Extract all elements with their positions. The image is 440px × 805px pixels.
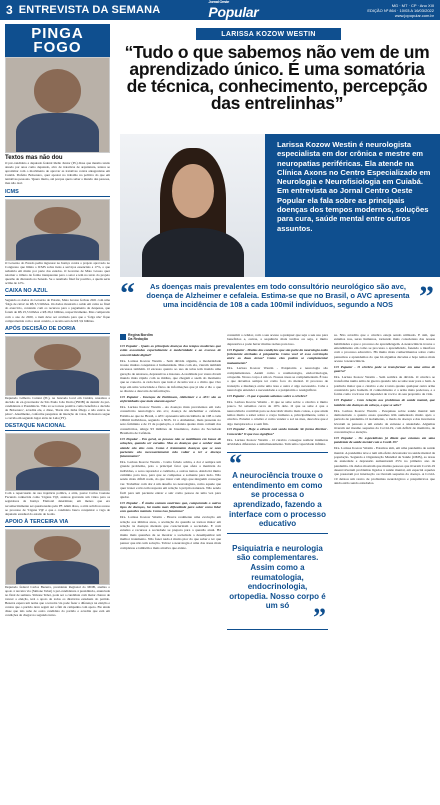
article-column-3	[334, 333, 435, 801]
block-body-destaque: Com a repercussão de sua trajetória política, a atriz, pastor Carlos Caetano Facundo conhecida como 'Cigana Viji', assinou gravando um vídeo para os seguidores da Justiça Eleitoral determinar, em menos que era reconhecidamente ser questionadas pela PF. Além disso, a atriz solicitou acesso ao processo de 'Cigana Viji' e que o candidato busca conquistar a vaga de deputado estadual do estado de Goiás.	[5, 491, 110, 516]
mid-quote-text-2: Psiquiatria e neurologia são complementares. Assim como a reumatologia, endocrinologia, ortopedia. Nosso corpo é um só	[229, 543, 326, 611]
paragraph: Dra. Larissa Kozow Westin - Houve realmente uma evolução em relação aos últimos anos, a aceitação da questão se tornou maior em relação às doenças mentais que caracterizam a sociedade. E com estudos e recursos a sociedade se prepara para a questão atual. Há muito mais questões de se mostrar a sociedade a desempenhar um melhor tratamento. Não fazer nada é muito pior do que saber e ter que pensar que não tem solução. Talvez a neurologia é uma das áreas mais complexas e também a mais atrativa que existe.	[120, 515, 221, 550]
column-2-text	[227, 333, 328, 446]
mid-quote-1	[227, 449, 328, 534]
block-body-apoio: Deputado federal Carlos Bezerra, presidente Regional do MDB, analisa o apoio à terceira via (Simone Tebet) à pré-candidatura à presidência, anunciada no final de semana. Simone Tebet, pode ser a candidata com maior chance de vencer a eleição, terá o apoio de todos os diretórios estaduais do partido. Bezerra espera um nome que a terceira via pode fazer a diferença na eleição e contou que o partido deve seguir até o fim da campanha com apoio. Ele ainda disse que não sabe de outro candidato do partido e acredita que está em condições de chegar no segundo turno.	[5, 584, 110, 618]
politician-photo	[5, 57, 110, 153]
pinga-fogo-title: PINGA FOGO	[5, 24, 110, 57]
paragraph: CO Popular - Com relação aos problemas de saúde mental, que também são doenças da cabeça, o que se sabe?	[334, 398, 435, 407]
photo-torso	[16, 561, 98, 585]
close-quote-icon: ”	[313, 602, 326, 632]
photo-torso	[16, 370, 98, 395]
page-number: 3	[6, 3, 13, 17]
open-quote-icon: “	[120, 277, 135, 310]
doria-photo	[5, 336, 110, 396]
paragraph: CO Popular - O que é quanto sabemos sobre o cérebro?	[227, 393, 308, 398]
interviewee-photo	[120, 134, 265, 277]
mid-quote-text-1: A neurociência trouxe o entendimento em como se processa o aprendizado, fazendo a interface com o processo educativo	[229, 471, 326, 529]
paragraph: Dra. Larissa Kozow Westin - Psiquiatria e neurologia são complementares. Assim como a reumatologia, endocrinologia, ortopedia. Nosso corpo é um só. Nossas áreas se complementam. É isso o que devemos sempre ter como foco do mental. O processo de transição e mudança entre uma área e outra é algo necessário. Cabe a neurologia entender a necessidade e a psiquiatria o ressignificar.	[227, 366, 328, 393]
photo-body	[142, 228, 244, 277]
block-body-icms: O Governo do Estado pediu ingressar na Justiça contra o projeto aprovado no Congresso que limita o ICMS sobre itens e serviços essenciais a 17%, o que reduziria em muito por parte dos estados. O Governo de Mato Grosso quer retomar o tributo de forma transparente para o setor e tem no texto do projeto questão de discussão no Senado. Se o resultado final for positivo, a queda seria acima de 12%.	[5, 260, 110, 286]
edition-line-1: MG · MT · CP · Ano XIII	[391, 2, 434, 8]
block-title-icms: ICMS	[5, 189, 110, 197]
photo-face	[172, 164, 214, 218]
intro-box	[265, 134, 440, 277]
destaque-photo	[5, 433, 110, 491]
photo-torso	[16, 467, 98, 492]
paragraph: CO Popular - O cérebro pode se transformar em uma arma de guerra?	[334, 364, 435, 374]
section-title: ENTREVISTA DA SEMANA	[18, 4, 161, 16]
interviewee-tag: LARISSA KOZOW WESTIN	[196, 28, 341, 40]
paragraph: Dra. Larissa Kozow Westin - Pesquisas sobre saúde mental tem demonstrado o quanto essas questões têm aumentado muito após o período de pandemia. O isolamento, o medo da doença e das incertezas levaram as pessoas a um estado de estresse e ansiedade. Algumas tiveram até mesmo sequelas da Covid-19, com déficit de memória, de concentração e atenção.	[334, 408, 435, 435]
paragraph: CO Popular - É muito comum ouvirmos que, comparando o outros tipos de doenças, há muito mais dificuldade para saber como lidar com questões mentais. Como isso funciona?	[120, 500, 221, 514]
paragraph: Dra. Larissa Kozow Westin - Sem sombra de dúvida. O cérebro se transforma numa arma de guerra quando não se sabe usar para o bem. A potência maior que o cérebro e ele é tanto quanto qualquer outra arma construída pelo homem. O conhecimento é a arma mais poderosa, e a forma como você usa vai depender de você e do seu propósito de vida.	[334, 375, 435, 397]
block-title-apoio: APOIO À TERCEIRA VIA	[5, 519, 110, 527]
paragraph: Dra. Larissa Kozow Westin - Como falado acima, a dor é sempre um grande problema, pois o principal fator que afeta a memória do individuo, o sono reparador e cadência, e outros tantos. Ainda há muito caminho para isso, para que se compense e somente para tudo. Não sendo mais difícil nada, do que tratar com algo que ninguém consegue ver. Trabalhar com dor é um desafio no neurologista, como aquele que quer trazer e não tem resposta em relação à própria natureza. Não sendo fácil para um paciente entrar e sair como pessoa de uma vez para ajudar.	[120, 460, 221, 499]
page-header	[0, 0, 440, 20]
photo-face	[34, 207, 81, 235]
photo-face	[34, 536, 81, 561]
paragraph: CO Popular - Hoje a ciência está sendo tratada 'de forma diretiva'. Concorda? O que isso significa?	[227, 427, 328, 436]
article-column-1	[120, 333, 221, 801]
paragraph: Dra. Larissa Kozow Westin - As doenças mais prevalentes em todo consultório neurológico são avc, doença de Alzheimer e cefaleia. Estima-se que no Brasil, o AVC apresenta uma incidência de 108 a cada 100mil indivíduos, segundo a NOS. Já o Alzheimer, mais presente no sexo feminino e de 15 de população, a cefaleia quanto mais comum dos consultórios, atinge 93 milhões de brasileiros, dados da Sociedade Brasileira de Cefaleia.	[120, 404, 221, 436]
photo-torso	[16, 234, 98, 260]
intro-text: Larissa Kozow Westin é neurologista especialista em dor crônica e mestre em neuropatias periféricas. Ela atende na Clínica Axons no Centro Especializado em Neurologia e Neurofisiologia em Cuiabá. Em entrevista ao Jornal Centro Oeste Popular ela fala sobre as principais doenças dos tempos modernos, soluções para cura, saúde mental entre outros assuntos.	[277, 140, 431, 233]
block-title-destaque: DESTAQUE NACIONAL	[5, 423, 110, 431]
block-title-caixa: CAIXA NO AZUL	[5, 288, 110, 296]
pull-quote	[120, 277, 434, 313]
block-body-doria: Deputado Gilberto Cattani (PL), na bancada local em Cuiabá, ressaltou a decisão do ex-governador de São Paulo João Doria (PSDB) de desistir da pré-candidatura à Presidência. 'Não só se tornou positiva como beneficia a decisão de Bolsonaro', acredita ele, e disse, 'Doria não tinha fôlego e não estava no páreo'. Atualmente, conforme pesquisas de intenção de votos, Bolsonaro segue a corrida em segundo lugar atrás de Lula (PT).	[5, 395, 110, 421]
paragraph: CO Popular - Quais as principais doenças dos tempos modernos que estão associadas especialmente à modernidade e ao excesso de conectividade digital?	[120, 344, 221, 357]
left-column	[5, 24, 110, 802]
open-quote-icon: “	[229, 449, 242, 479]
mid-quote-2	[227, 540, 328, 630]
newspaper-logo[interactable]	[208, 0, 258, 20]
column-3-text	[334, 333, 435, 485]
edition-line-2: EDIÇÃO Nº 864 · 10/03 A 16/03/2022	[367, 7, 434, 13]
icms-photo	[5, 199, 110, 261]
photo-face	[34, 441, 81, 467]
pull-quote-text: As doenças mais prevalentes em todo consultório neurológico são avc, doença de Alzheimer e cefaleia. Estima-se que no Brasil, o AVC apresenta uma incidência de 108 a cada 100mil indivíduos, segundo a NOS	[146, 282, 410, 309]
logo-text: Popular	[208, 4, 259, 20]
paragraph: CO Popular - Em geral, as pessoas não se mobilizam em busca de soluções, quando ser curadas. Mas as doenças que o senhor mais atende são elas com. Como é tratamento doenças que se seus pacientes são necessariamente não voltar a ter a doença futuramente?	[120, 436, 221, 459]
column-1-text	[120, 344, 221, 550]
paragraph: Dra. Larissa Kozow Westin - Estamos sim, em uma pandemia de saúde mental. A pandemia teve e tem um efeito devastador na saúde mental da população. Segundo a Organização Mundial de Saúde (OMS), as taxas de ansiedade e depressão aumentaram 25% no primeiro ano da pandemia. Os dados mostram que muitas pessoas que tiveram Covid-19 desenvolveram problemas ligados à saúde mental, em especial aqueles que passaram por internação ou tiveram sequelas da doença. A Covid-19 deixou um rastro de problemas neurológicos e psiquiátricos que ainda estão sendo estudados.	[334, 446, 435, 485]
article-title: “Tudo o que sabemos não vem de um aprendizado único. É uma somatória de técnica, conhecimento, percepção das entrelinhas”	[124, 42, 430, 113]
edition-url[interactable]: www.jopopular.com.br	[394, 12, 434, 18]
close-quote-icon: ”	[419, 280, 434, 313]
block-body-caixa: Segundo os dados do Governo do Estado, Mato Grosso fechou 2021 com uma 'folga de caixa' de R$ 3,5 bilhões. Os dados mostram o saldo em caixa ao final do exercício, contando com os recursos para o pagamento de despesas, que foram de R$ 25,5 bilhões e R$ 26,2 bilhões, respectivamente. Mas comparado com o ano de 2020, o item deve ser avaliado para que o 'folga não' fique comprometida com o atual cenário, a receita será de R$ 3,9 bilhões.	[5, 298, 110, 323]
edition-info	[367, 3, 440, 18]
paragraph: consumir o celular, com o seu acesso a qualquer que seja o seu uso para benefícios e, outras, a sequência mais tardios ou seja, é muito depressiva e pode haver muitas razões para isso.	[227, 333, 328, 346]
byline-text: Regina Bordim Da Redação	[128, 333, 153, 341]
paragraph: CO Popular - Muitas das condições que são parte da neurologia estão fortemente atreladas à psiquiatria. Como você vê essa correlação entre as duas áreas? Como elas podem se complementar mutuamente?	[227, 347, 328, 365]
byline-marker-icon	[120, 334, 126, 340]
block-title-doria: APÓS DECISÃO DE DORIA	[5, 326, 110, 334]
apoio-photo	[5, 529, 110, 585]
block-body: O pré-candidato a deputado federal Idelio Junior (PL) disse que mesmo tendo atuado por anos como deputado, alvo de tratativas de arquitetura, tentou se aproximar com o movimento de aprovar as tratativas contra antagonistas em Cuiabá. Prefeito Bolsonaro, quer apostar no trabalho na política do que em tentativas pessoais. 'Quero muito, até porque quero saber o mundo das pessoas, mas não dou'.	[5, 161, 110, 186]
paragraph: Dra. Larissa Kozow Westin - O que se sabe sobre o cérebro é muito pouco. Só sabemos cerca de 10% dele. O que se sabe é que a neurociência contribui para se descobrir muito mais coisas, e que ainda temos muito a saber sobre o corpo humano e, principalmente, sobre o cérebro. Estudar o cérebro é como vender o sol na área, descobre que é algo inexplorado e é sem fim.	[227, 399, 328, 426]
article-column-2	[227, 333, 328, 801]
block-headline: Textos mas não dou	[5, 155, 63, 161]
photo-face	[34, 344, 81, 371]
photo-face	[34, 69, 81, 112]
photo-torso	[16, 113, 98, 153]
article-body	[120, 333, 436, 801]
paragraph: CO Popular - Os especialistas já dizem que estamos em uma pandemia de saúde mental com a Covid-19?	[334, 436, 435, 445]
paragraph: Dra. Larissa Kozow Westin - O cérebro consegue realizar inúmeras atividades diferentes e simultaneamente. Tem uma capacidade infinita.	[227, 437, 328, 446]
logo-subtitle: Jornal Oeste	[208, 0, 230, 4]
paragraph: Dra. Larissa Kozow Westin - Sem dúvida alguma, a modernidade trouxe muitas conquistas à humanidade. Mas com ela, vieram também excessos também. O excesso quanto ao uso de telas tem trazido uma geração de ansiosos, depressivos e insones. A realidade por vezes dá um mundo mais rápido com as mídias, que chegam e saem do momento que se conecta. A cada hora que tudo é de uma vez e o ritmo que vive hoje em uma velocidade e fluxo de informações que já não é tão o que se discute e descarta de informação.	[120, 358, 221, 393]
paragraph: CO Popular - Doenças de Parkinson, Alzheimer e o AVC são as enfermidades que mais atacam agora?	[120, 394, 221, 404]
byline	[120, 333, 221, 341]
paragraph: sa. Não acredito que o cérebro esteja sendo utilizado. E sim, que estamos nos, seres humanos, tornando mais conscientes das nossas habilidades e que o processo de aprendizagem. A neurociência trouxe o entendimento em como se processa o aprendizado, fazendo a interface com o processo educativo. Há muito mais conhecimentos sobre como pensamos e aprendemos do que há algumas décadas e hoje temos mais acesso à neurociência.	[334, 333, 435, 364]
